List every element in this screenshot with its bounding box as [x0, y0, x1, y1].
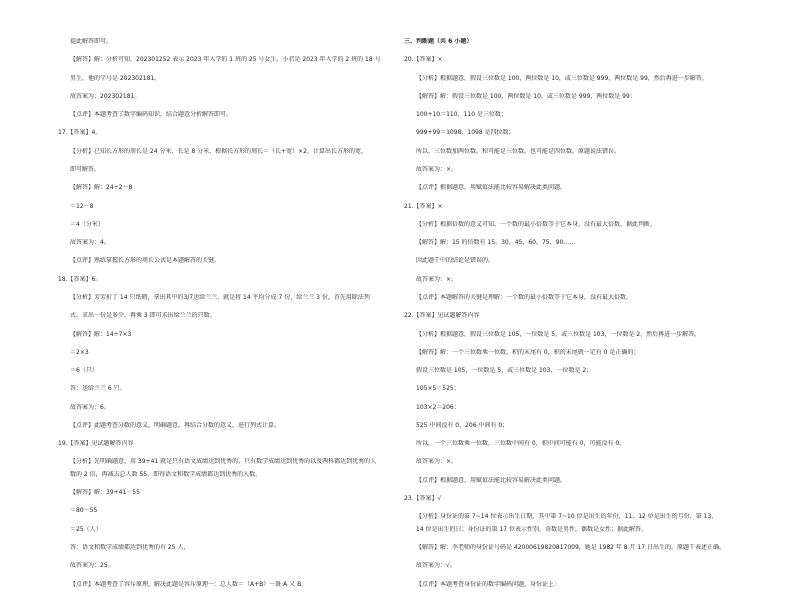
right-text-line: 【解答】解：15 的倍数有 15，30，45，60，75，90……	[416, 239, 576, 247]
left-text-line: 17.【答案】4。	[58, 129, 102, 137]
right-text-line: 所以，一个三位数乘一位数，三位数中间有 0，积中间可能有 0，可能没有 0。	[416, 440, 626, 448]
right-text-line: 【解答】解：一个三位数乘一位数，积的末尾有 0，积的末尾就一定有 0 是正确的；	[416, 348, 640, 356]
right-text-line: 所以，三位数加两位数，和可能是三位数，也可能是四位数，原题说法错误。	[416, 147, 621, 155]
left-text-line: 【解答】解：39+41－55	[70, 489, 140, 497]
right-text-line: 【分析】根据题意，假设三位数是 105，一位数是 5，或三位数是 103，一位数是 2，然后再进一步解答。	[416, 330, 701, 338]
right-text-line: 【点评】根据题意，用赋值法能比较容易解决此类问题。	[416, 476, 567, 484]
left-text-line: 男生，他的学号是 202302181。	[70, 74, 161, 82]
left-text-line: ＝4（分米）	[70, 220, 104, 228]
left-text-line: 故答案为：4。	[70, 239, 110, 247]
right-text-line: 故答案为：√。	[416, 562, 456, 570]
left-text-line: 数的 2 倍，再减去总人数 55，即得语文和数学成绩都达到优秀的人数。	[70, 470, 262, 478]
right-text-line: 999+99＝1098，1098 是四位数；	[416, 129, 515, 137]
left-text-line: 【解答】解：24÷2－8	[70, 184, 133, 192]
left-text-line: 式，求出一份是多少，再乘 3 即可求出给兰兰的只数。	[70, 312, 216, 320]
left-text-line: 19.【答案】见试题解答内容	[58, 440, 134, 448]
right-text-line: 故答案为：×。	[416, 165, 458, 173]
right-text-line: 【解答】解：假设三位数是 100，两位数是 10，或三位数是 999，两位数是 99；	[416, 92, 636, 100]
left-text-line: ＝12－8	[70, 202, 94, 210]
right-text-line: 【点评】根据题意，用赋值法能比较容易解决此类问题。	[416, 184, 567, 192]
right-text-line: 525 中间没有 0，206 中间有 0；	[416, 421, 509, 429]
left-text-line: ＝80－55	[70, 507, 98, 515]
right-text-line: 20.【答案】×	[404, 56, 443, 64]
left-text-line: 【点评】熟练掌握长方形的周长公式是本题解答的关键。	[70, 257, 221, 265]
left-text-line: ＝2×3	[70, 348, 89, 356]
left-text-line: 【分析】先明确题意，用 39+41 就是只有语文成绩达到优秀的、只有数学成绩达到优秀的以及两科都达到优秀的人	[70, 458, 377, 466]
right-text-line: 21.【答案】×	[404, 202, 443, 210]
right-text-line: 因此题干中的结论是错误的。	[416, 257, 495, 265]
right-text-line: 22.【答案】见试题解答内容	[404, 312, 480, 320]
left-text-line: 【分析】已知长方形的周长是 24 分米，长是 8 分米，根据长方形的周长＝（长+宽）×2，计算出长方形的宽，	[70, 147, 367, 155]
right-text-line: 【解答】解：李老师的身份证号码是 42000619820817009，她是 1982 年 8 月 17 日出生的，原题干表述正确。	[416, 543, 725, 551]
left-text-line: 【点评】本题考查了容斥原理，解决此题是容斥原理一：总人数＝（A+B）－既 A 又 B.	[70, 580, 304, 588]
left-text-line: 【点评】此题考查分数的意义，明确题意，再结合分数的意义，进行列式计算。	[70, 421, 281, 429]
right-text-line: 【点评】本题解答的关键是理解：一个数的最小倍数等于它本身，没有最大倍数。	[416, 293, 633, 301]
left-text-line: 18.【答案】6。	[58, 275, 102, 283]
right-text-line: 故答案为：×。	[416, 275, 458, 283]
right-column	[404, 38, 754, 599]
right-text-line: 105×5＝525；	[416, 385, 460, 393]
left-text-line: 【点评】本题考查了数字编码知识，结合题意分析解答即可。	[70, 111, 233, 119]
right-text-line: 三、判断题（共 6 小题）	[404, 38, 473, 45]
left-text-line: ＝6（只）	[70, 367, 98, 375]
right-text-line: 故答案为：×。	[416, 458, 458, 466]
right-text-line: 【分析】根据题意，假设三位数是 100，两位数是 10，或三位数是 999，两位数是 99，然后再进一步解答。	[416, 74, 708, 82]
left-text-line: 故答案为：202302181。	[70, 92, 141, 100]
right-text-line: 100+10＝110，110 是三位数；	[416, 111, 507, 119]
left-text-line: 故答案为：6。	[70, 403, 110, 411]
left-text-line: ＝25（人）	[70, 525, 102, 533]
right-text-line: 【分析】根据倍数的意义可知，一个数的最小倍数等于它本身，没有最大倍数，据此判断。	[416, 220, 657, 228]
left-column	[58, 38, 414, 599]
right-text-line: 【分析】身份证的第 7~14 位表示出生日期，其中第 7~10 位是出生的年份，11、12 位是出生的月份，第 13、	[416, 513, 718, 521]
left-text-line: 提此解答即可。	[70, 38, 113, 45]
left-text-line: 【解答】解：分析可知，202301252 表示 2023 年入学的 1 班的 25 号女生，小君是 2023 年入学的 2 班的 18 号	[70, 56, 381, 64]
left-text-line: 即可解答。	[70, 165, 101, 173]
left-text-line: 答：语文和数学成绩都达到优秀的有 25 人，	[70, 543, 190, 551]
right-text-line: 【点评】本题考查身份证的数字编码问题，身份证上：	[416, 580, 561, 588]
right-text-line: 23.【答案】√	[404, 495, 442, 503]
right-text-line: 假设三位数是 105，一位数是 5，或三位数是 103，一位数是 2；	[416, 367, 593, 375]
left-text-line: 答：送给兰兰 6 只。	[70, 385, 126, 393]
left-text-line: 【分析】芳芳折了 14 只纸鹤，拿出其中的3/7送给兰兰，就是将 14 平均分成 7 份，给兰兰 3 份，首先用除法列	[70, 293, 370, 301]
right-text-line: 14 位是出生的日；身份证的第 17 位表示性别，奇数是男性，偶数是女性；据此解答。	[416, 525, 647, 533]
left-text-line: 【解答】解：14÷7×3	[70, 330, 132, 338]
right-text-line: 103×2＝206；	[416, 403, 460, 411]
left-text-line: 故答案为：25。	[70, 562, 114, 570]
